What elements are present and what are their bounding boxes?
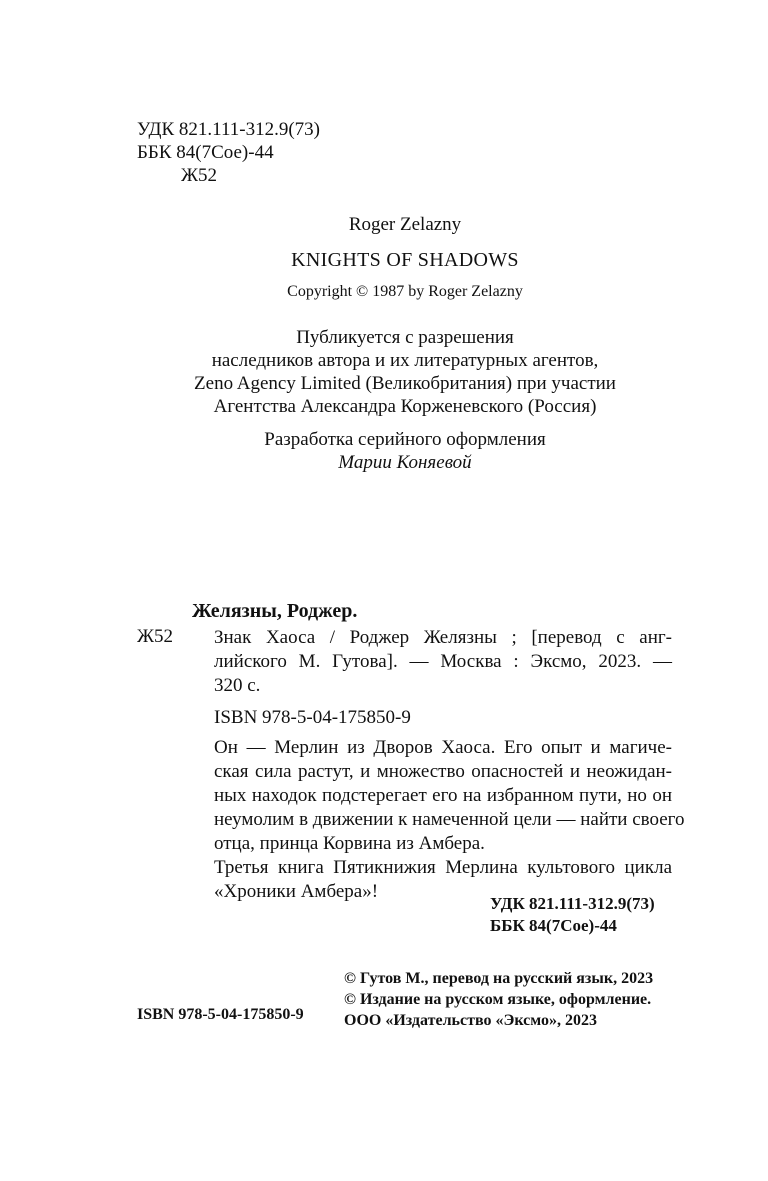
bbk-code: ББК 84(7Сое)-44 [137,142,274,163]
udk-code: УДК 821.111-312.9(73) [137,119,320,140]
footer-udk-code: УДК 821.111-312.9(73) [490,894,655,913]
original-copyright: Copyright © 1987 by Roger Zelazny [287,283,523,300]
annotation-line: Третья книга Пятикнижия Мерлина культового цикла [214,857,672,878]
description-line: 320 с. [214,675,261,696]
classification-header [137,118,320,187]
annotation-line: «Хроники Амбера»! [214,881,379,902]
original-author: Roger Zelazny [348,214,462,235]
series-design-credit [0,428,768,474]
footer-isbn: ISBN 978-5-04-175850-9 [137,1006,304,1023]
catalog-code: Ж52 [137,626,174,647]
annotation-line: неумолим в движении к намеченной цели — найти своего [214,809,685,830]
classification-footer [490,893,655,937]
design-label: Разработка серийного оформления [264,429,546,450]
permission-line: Агентства Александра Корженевского (Россия) [213,396,597,417]
permission-line: Zeno Agency Limited (Великобритания) при участии [194,373,616,394]
permission-line: наследников автора и их литературных агентов, [211,350,599,371]
catalog-isbn: ISBN 978-5-04-175850-9 [214,707,411,728]
description-line: лийского М. Гутова]. — Москва : Эксмо, 2023. — [214,651,672,672]
author-mark: Ж52 [181,165,218,186]
annotation-line: Он — Мерлин из Дворов Хаоса. Его опыт и магиче- [214,737,672,758]
annotation-line: отца, принца Корвина из Амбера. [214,833,485,854]
footer-bbk-code: ББК 84(7Сое)-44 [490,916,617,935]
edition-copyright: © Издание на русском языке, оформление. [344,991,652,1008]
catalog-description [214,626,672,698]
permission-notice [0,326,768,418]
original-title: KNIGHTS OF SHADOWS [291,249,519,271]
publisher-copyright: ООО «Издательство «Эксмо», 2023 [344,1012,597,1029]
copyright-block [344,968,653,1031]
permission-line: Публикуется с разрешения [296,327,514,348]
annotation-line: ская сила растут, и множество опасностей и неожидан- [214,761,672,782]
annotation-line: ных находок подстерегает его на избранном пути, но он [214,785,672,806]
annotation [214,736,685,904]
catalog-author: Желязны, Роджер. [192,600,358,622]
translation-copyright: © Гутов М., перевод на русский язык, 2023 [344,970,654,987]
designer-name: Марии Коняевой [338,452,472,473]
description-line: Знак Хаоса / Роджер Желязны ; [перевод с анг- [214,627,672,648]
